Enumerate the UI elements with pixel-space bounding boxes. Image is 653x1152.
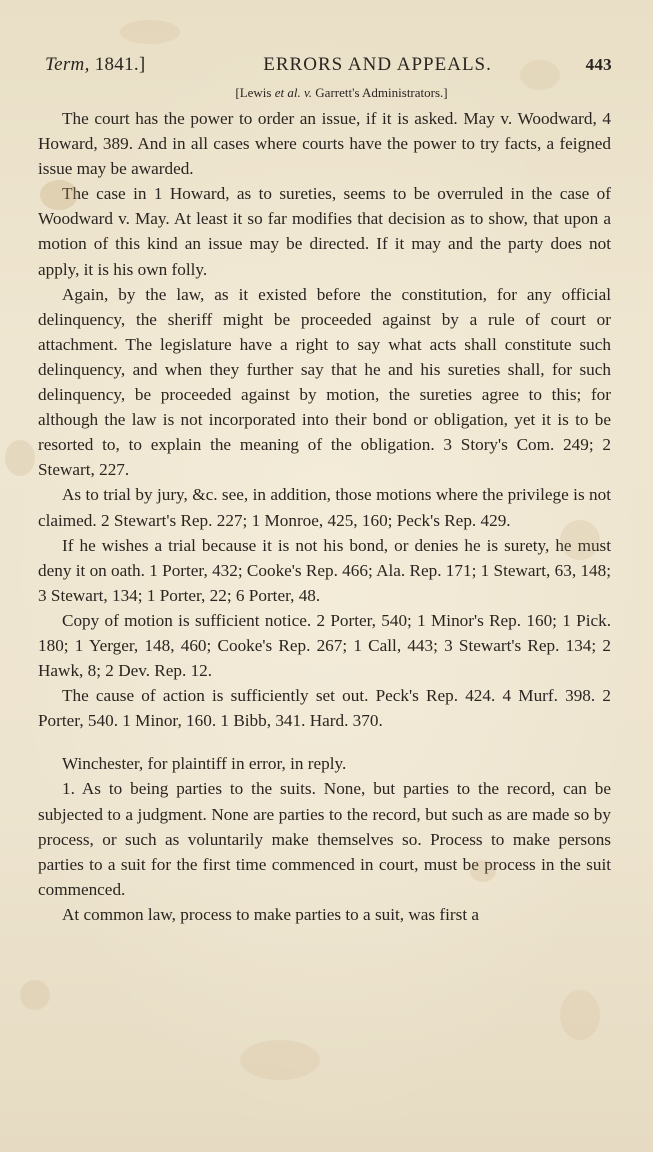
paragraph-winchester-reply: Winchester, for plaintiff in error, in reply. xyxy=(62,754,347,774)
page-number: 443 xyxy=(585,55,612,74)
page-title: ERRORS AND APPEALS. xyxy=(263,54,492,75)
case-ref-rest: Garrett's Administrators.] xyxy=(312,85,448,100)
case-reference xyxy=(72,85,611,101)
case-ref-open: [Lewis xyxy=(235,85,275,100)
page-body xyxy=(38,106,611,927)
paragraph-deny-on-oath: If he wishes a trial because it is not his bond, or denies he is surety, he must deny it on oath. 1 Porter, 432; Cooke's Rep. 466; Ala. Rep. 171; 1 Stewart, 63, 148; 3 Stewart, 134; 1 Porter, 22; 6 Porter, 48. xyxy=(38,535,611,605)
case-ref-v: v. xyxy=(300,85,313,100)
paragraph-parties-to-suits: 1. As to being parties to the suits. None, but parties to the record, can be subjected to a judgment. None are parties to the record, but such as are made so by process, or such as voluntarily make themselves so. Process to make persons parties to a suit for the first time commenced in court, must be process in the suit commenced. xyxy=(38,779,611,899)
paragraph-official-delinquency: Again, by the law, as it existed before the constitution, for any official delinquency, the sheriff might be proceeded against by a rule of court or attachment. The legislature have a right to say what acts shall constitute such delinquency, and when they further say that he and his sureties shall, for such delinquency, be proceeded against by motion, the sureties agree to this; for although the law is not incorporated into their bond or obligation, yet it is to be resorted to, to explain the meaning of the obligation. 3 Story's Com. 249; 2 Stewart, 227. xyxy=(38,284,611,480)
header-term xyxy=(45,54,146,76)
paragraph-trial-by-jury: As to trial by jury, &c. see, in addition, those motions where the privilege is not claimed. 2 Stewart's Rep. 227; 1 Monroe, 425, 160; Peck's Rep. 429. xyxy=(38,485,611,530)
term-year: 1841.] xyxy=(94,54,146,75)
paragraph-common-law: At common law, process to make parties to a suit, was first a xyxy=(62,904,480,924)
paragraph-court-power: The court has the power to order an issue, if it is asked. May v. Woodward, 4 Howard, 389. And in all cases where courts have the power to try facts, a feigned issue may be awarded. xyxy=(38,109,611,179)
case-ref-et-al: et al. xyxy=(274,85,301,100)
paragraph-cause-of-action: The cause of action is sufficiently set out. Peck's Rep. 424. 4 Murf. 398. 2 Porter, 540. 1 Minor, 160. 1 Bibb, 341. Hard. 370. xyxy=(38,686,611,731)
paragraph-howard-case: The case in 1 Howard, as to sureties, seems to be overruled in the case of Woodward v. May. At least it so far modifies that decision as to show, that upon a motion of this kind an issue may be directed. If it may and the party does not apply, it is his own folly. xyxy=(38,184,611,279)
term-label: Term, xyxy=(45,54,90,75)
paragraph-copy-of-motion: Copy of motion is sufficient notice. 2 Porter, 540; 1 Minor's Rep. 160; 1 Pick. 180; 1 Yerger, 148, 460; Cooke's Rep. 267; 1 Call, 443; 3 Stewart's Rep. 134; 2 Hawk, 8; 2 Dev. Rep. 12. xyxy=(38,610,611,681)
running-header xyxy=(45,54,612,76)
